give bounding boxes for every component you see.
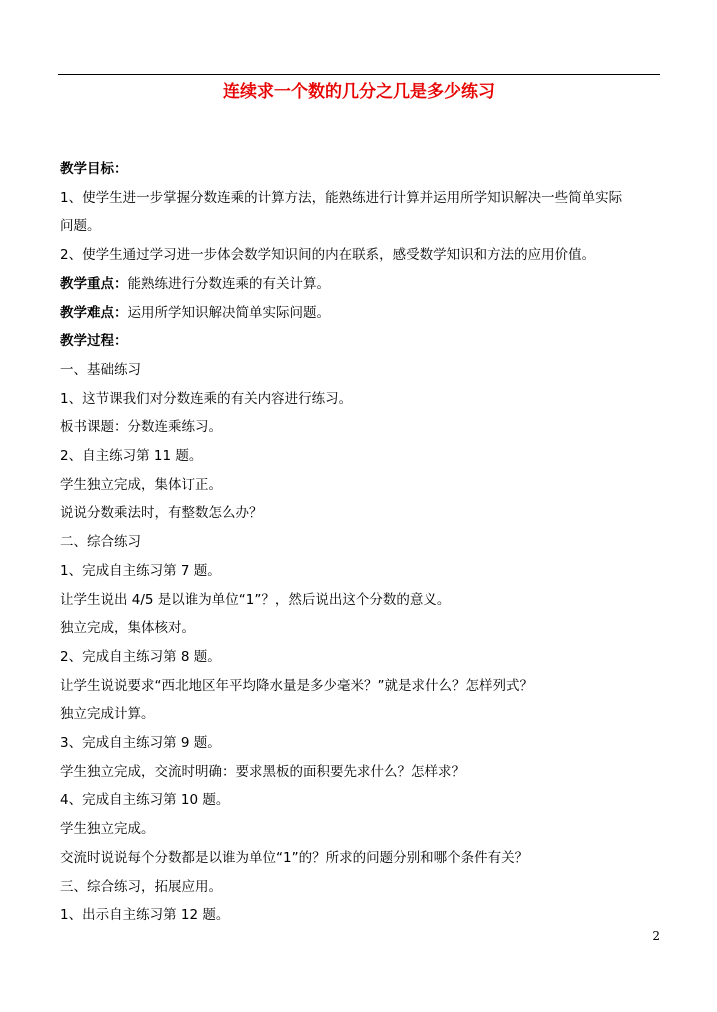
document-title: 连续求一个数的几分之几是多少练习 [223, 82, 495, 102]
paragraph [60, 442, 660, 471]
line-text: 让学生说说要求“西北地区年平均降水量是多少毫米？”就是求什么？怎样列式？ [60, 677, 533, 694]
line-text: 1、使学生进一步掌握分数连乘的计算方法，能熟练进行计算并运用所学知识解决一些简单实际 [60, 189, 623, 206]
paragraph [60, 901, 660, 930]
section-heading-objectives [60, 155, 660, 184]
line-text: 运用所学知识解决简单实际问题。 [127, 304, 330, 321]
line-text: 说说分数乘法时，有整数怎么办？ [60, 505, 263, 522]
line-label: 教学重点： [60, 275, 128, 292]
paragraph [60, 729, 660, 758]
difficult-point [60, 299, 660, 328]
line-text: 2、自主练习第 11 题。 [60, 448, 203, 465]
line-text: 4、完成自主练习第 10 题。 [60, 792, 230, 809]
line-text: 学生独立完成，交流时明确：要求黑板的面积要先求什么？怎样求？ [60, 763, 465, 780]
line-label: 教学过程： [60, 333, 128, 350]
objective-2 [60, 241, 660, 270]
line-label: 教学目标： [60, 161, 128, 177]
line-label: 教学难点： [60, 304, 128, 321]
section-heading-process [60, 327, 660, 356]
line-text: 学生独立完成，集体订正。 [60, 476, 222, 493]
paragraph [60, 614, 660, 643]
paragraph [60, 700, 660, 729]
objective-1-continued [60, 212, 660, 241]
header-rule [58, 74, 660, 75]
paragraph [60, 413, 660, 442]
line-text: 问题。 [60, 218, 101, 235]
paragraph [60, 758, 660, 787]
line-text: 1、这节课我们对分数连乘的有关内容进行练习。 [60, 390, 353, 407]
line-text: 独立完成，集体核对。 [60, 620, 195, 637]
line-text: 学生独立完成。 [60, 821, 155, 838]
line-text: 1、出示自主练习第 12 题。 [60, 907, 230, 924]
line-text: 交流时说说每个分数都是以谁为单位“1”的？所求的问题分别和哪个条件有关？ [60, 849, 529, 866]
key-point [60, 270, 660, 299]
line-text: 三、综合练习，拓展应用。 [60, 878, 222, 895]
line-text: 2、完成自主练习第 8 题。 [60, 648, 221, 665]
paragraph [60, 385, 660, 414]
paragraph [60, 643, 660, 672]
page-number: 2 [652, 929, 660, 943]
paragraph [60, 786, 660, 815]
line-text: 板书课题：分数连乘练习。 [60, 419, 222, 436]
paragraph [60, 844, 660, 873]
part-heading-basic [60, 356, 660, 385]
paragraph [60, 557, 660, 586]
line-text: 二、综合练习 [60, 534, 141, 551]
line-text: 一、基础练习 [60, 361, 141, 378]
paragraph [60, 815, 660, 844]
line-text: 能熟练进行分数连乘的有关计算。 [127, 275, 330, 292]
line-text: 让学生说出 4/5 是以谁为单位“1”？，然后说出这个分数的意义。 [60, 591, 451, 608]
paragraph [60, 471, 660, 500]
part-heading-extension [60, 873, 660, 902]
paragraph [60, 499, 660, 528]
line-text: 2、使学生通过学习进一步体会数学知识间的内在联系，感受数学知识和方法的应用价值。 [60, 247, 596, 264]
line-text: 1、完成自主练习第 7 题。 [60, 562, 221, 579]
line-text: 3、完成自主练习第 9 题。 [60, 735, 221, 752]
objective-1 [60, 184, 660, 213]
paragraph [60, 672, 660, 701]
paragraph [60, 586, 660, 615]
document-body [60, 155, 660, 930]
part-heading-comprehensive [60, 528, 660, 557]
line-text: 独立完成计算。 [60, 706, 155, 723]
